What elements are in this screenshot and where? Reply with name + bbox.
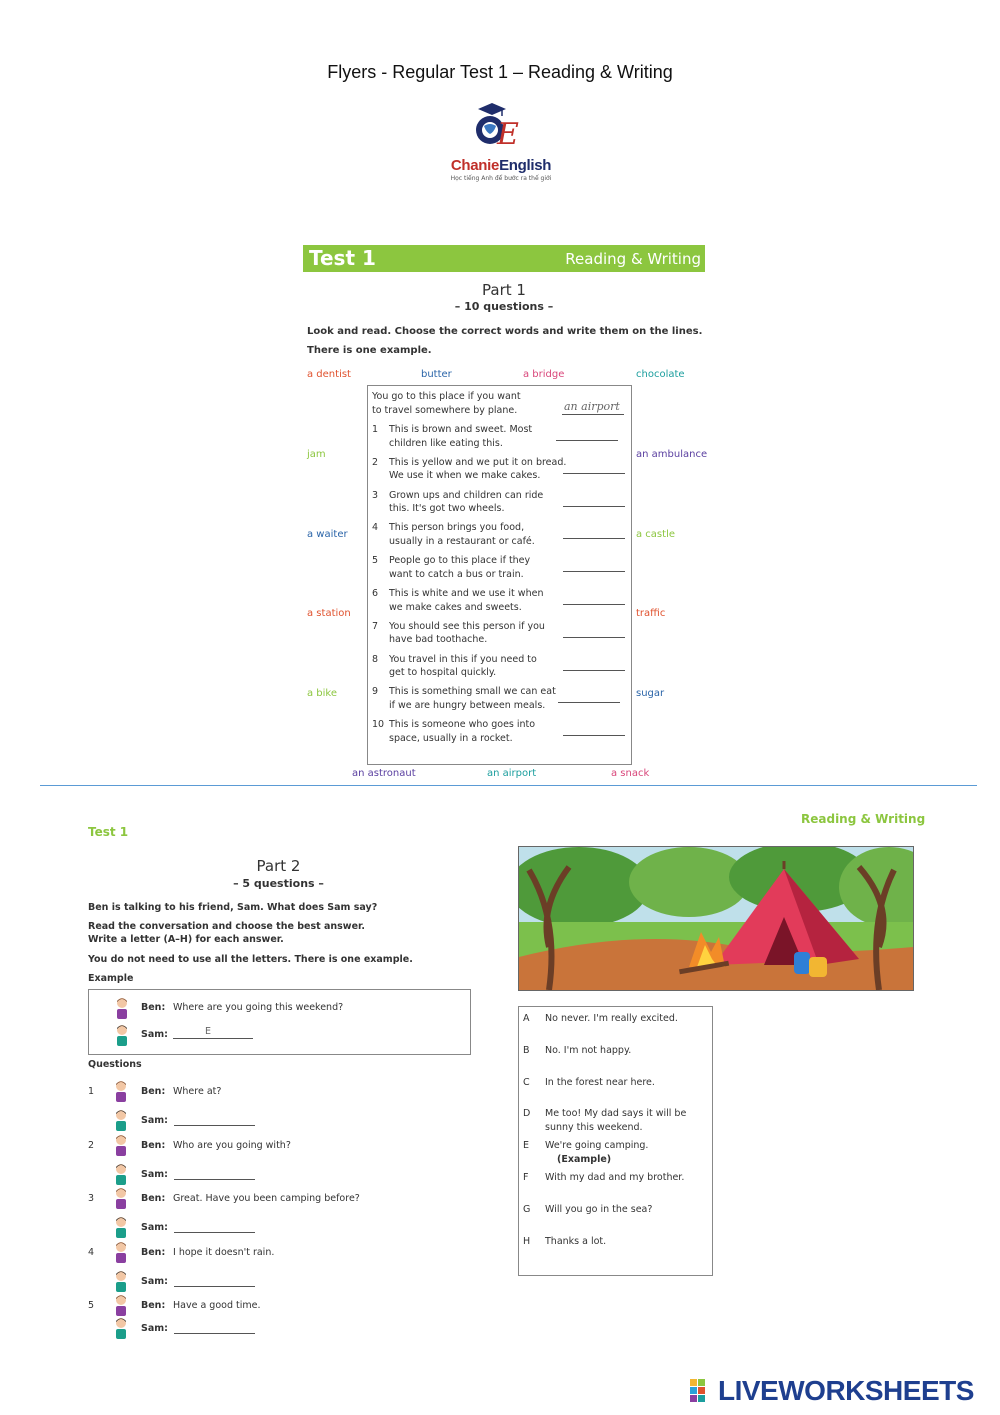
question-text-line: This is brown and sweet. Most xyxy=(389,424,533,435)
banner-test-label: Test 1 xyxy=(309,246,376,270)
question-number: 4 xyxy=(88,1246,95,1258)
answer-line[interactable] xyxy=(563,670,625,671)
answer-line[interactable] xyxy=(563,538,625,539)
question-text-line: Grown ups and children can ride xyxy=(389,489,544,501)
option-text xyxy=(545,1171,705,1185)
question-text-line: This is yellow and we put it on bread. xyxy=(389,456,567,468)
camping-scene-illustration xyxy=(518,846,914,991)
sam-label: Sam: xyxy=(141,1323,168,1335)
answer-option xyxy=(523,1012,708,1040)
word-bank-item: chocolate xyxy=(636,369,685,380)
question-text-line: This is someone who goes into xyxy=(389,719,536,731)
question-number: 9 xyxy=(372,686,379,698)
part2-options-box xyxy=(518,1006,713,1276)
question-text-line: this. It's got two wheels. xyxy=(389,503,505,515)
ben-label: Ben: xyxy=(141,1300,166,1312)
question-text-line: we make cakes and sweets. xyxy=(389,601,522,613)
ben-text: Great. Have you been camping before? xyxy=(173,1193,360,1205)
answer-line[interactable] xyxy=(174,1333,255,1334)
question-text-line: usually in a restaurant or café. xyxy=(389,535,535,547)
part2-example-box xyxy=(88,989,471,1055)
question-item xyxy=(372,653,627,681)
question-text xyxy=(389,685,569,712)
word-bank-item: a bridge xyxy=(523,369,565,380)
question-text-line: We use it when we make cakes. xyxy=(389,470,541,482)
part1-instruction: Look and read. Choose the correct words and write them on the lines. xyxy=(307,326,703,337)
part2-instruction-3: Write a letter (A–H) for each answer. xyxy=(88,934,284,945)
word-bank-item: a dentist xyxy=(307,369,351,380)
ben-text: Have a good time. xyxy=(173,1300,261,1312)
answer-line[interactable] xyxy=(174,1286,255,1287)
ben-text: I hope it doesn't rain. xyxy=(173,1246,275,1258)
example-ben-text: Where are you going this weekend? xyxy=(173,1002,344,1013)
question-number: 2 xyxy=(88,1139,95,1151)
logo-wordmark: ChanieEnglish xyxy=(450,157,552,174)
questions-label: Questions xyxy=(88,1059,142,1070)
ben-label: Ben: xyxy=(141,1246,166,1258)
option-text xyxy=(545,1203,705,1217)
question-item xyxy=(372,685,627,713)
answer-line[interactable] xyxy=(563,604,625,605)
ben-text: Who are you going with? xyxy=(173,1139,291,1151)
answer-line[interactable] xyxy=(558,702,620,703)
question-number: 1 xyxy=(372,424,379,435)
option-text xyxy=(545,1012,705,1026)
sam-label: Sam: xyxy=(141,1222,168,1234)
part2-section-label: Reading & Writing xyxy=(801,812,926,826)
ben-avatar-icon xyxy=(114,1294,128,1316)
answer-line[interactable] xyxy=(174,1179,255,1180)
option-text xyxy=(545,1044,705,1058)
example-label: Example xyxy=(88,973,134,984)
ben-avatar-icon xyxy=(114,1187,128,1209)
option-letter: H xyxy=(523,1235,531,1247)
word-bank-item: jam xyxy=(307,449,326,460)
example-tag: (Example) xyxy=(557,1154,612,1166)
part2-instruction-2: Read the conversation and choose the best answer. xyxy=(88,921,365,932)
option-text-line: Will you go in the sea? xyxy=(545,1203,653,1215)
ben-avatar-icon xyxy=(114,1241,128,1263)
question-item xyxy=(372,456,627,484)
liveworksheets-wordmark: LIVEWORKSHEETS xyxy=(718,1375,974,1406)
answer-line[interactable] xyxy=(563,637,625,638)
question-text-line: space, usually in a rocket. xyxy=(389,732,513,744)
question-item xyxy=(372,718,627,746)
question-text-line: want to catch a bus or train. xyxy=(389,568,524,580)
question-text-line: People go to this place if they xyxy=(389,555,531,567)
question-text-line: get to hospital quickly. xyxy=(389,667,497,679)
part1-subtitle: – 10 questions – xyxy=(454,300,554,313)
sam-avatar-icon xyxy=(114,1109,128,1131)
example-ben-label: Ben: xyxy=(141,1002,166,1013)
answer-option xyxy=(523,1044,708,1072)
question-text xyxy=(389,718,569,745)
question-number: 5 xyxy=(372,555,379,567)
question-item xyxy=(372,554,627,582)
option-letter: D xyxy=(523,1108,531,1120)
answer-line[interactable] xyxy=(174,1125,255,1126)
question-number: 7 xyxy=(372,620,379,632)
ben-avatar-icon xyxy=(115,997,129,1019)
option-text-line: No. I'm not happy. xyxy=(545,1044,632,1056)
word-bank-item: sugar xyxy=(636,688,665,699)
option-text xyxy=(545,1076,705,1090)
ben-label: Ben: xyxy=(141,1086,166,1097)
answer-line[interactable] xyxy=(563,571,625,572)
part1-question-box xyxy=(367,385,632,765)
option-letter: A xyxy=(523,1013,530,1024)
option-text xyxy=(545,1235,705,1249)
liveworksheets-icon xyxy=(690,1379,714,1403)
test-banner xyxy=(303,245,705,272)
question-text-line: This is white and we use it when xyxy=(389,588,544,599)
document-title: Flyers - Regular Test 1 – Reading & Writing xyxy=(327,62,673,82)
word-bank-item: an astronaut xyxy=(352,768,416,779)
sam-avatar-icon xyxy=(114,1317,128,1339)
example-answer-line xyxy=(173,1038,253,1039)
option-text-line: Thanks a lot. xyxy=(545,1235,607,1247)
banner-section-label: Reading & Writing xyxy=(565,250,701,268)
ben-label: Ben: xyxy=(141,1139,166,1151)
question-number: 6 xyxy=(372,588,379,599)
sam-label: Sam: xyxy=(141,1168,168,1180)
svg-text:E: E xyxy=(497,117,519,152)
question-number: 1 xyxy=(88,1086,95,1097)
word-bank-item: a station xyxy=(307,608,351,619)
word-bank-item: a waiter xyxy=(307,529,348,540)
sam-avatar-icon xyxy=(115,1024,129,1046)
ben-text: Where at? xyxy=(173,1086,222,1097)
question-text-line: This person brings you food, xyxy=(389,522,525,534)
option-letter: C xyxy=(523,1076,530,1088)
question-number: 4 xyxy=(372,522,379,534)
question-text xyxy=(389,423,569,450)
option-text xyxy=(545,1107,705,1135)
answer-line[interactable] xyxy=(563,506,625,507)
question-text-line: if we are hungry between meals. xyxy=(389,699,546,711)
word-bank-item: a snack xyxy=(611,768,650,779)
option-letter: G xyxy=(523,1203,531,1215)
option-text-line: With my dad and my brother. xyxy=(545,1172,685,1183)
answer-option xyxy=(523,1076,708,1104)
sam-avatar-icon xyxy=(114,1163,128,1185)
question-number: 8 xyxy=(372,653,379,665)
question-item xyxy=(372,587,627,615)
question-text xyxy=(389,456,569,483)
answer-option xyxy=(523,1171,708,1199)
option-letter: B xyxy=(523,1044,530,1056)
question-text-line: This is something small we can eat xyxy=(389,686,556,698)
sam-avatar-icon xyxy=(114,1216,128,1238)
option-text-line: We're going camping. xyxy=(545,1140,649,1152)
sam-label: Sam: xyxy=(141,1115,168,1126)
question-number: 10 xyxy=(372,719,385,731)
word-bank-item: an airport xyxy=(487,768,537,779)
option-letter: F xyxy=(523,1172,529,1183)
answer-line[interactable] xyxy=(556,440,618,441)
answer-option xyxy=(523,1139,708,1167)
ben-avatar-icon xyxy=(114,1080,128,1102)
example-answer: an airport xyxy=(564,400,620,413)
question-number: 3 xyxy=(88,1193,95,1205)
option-text-line: Me too! My dad says it will be xyxy=(545,1108,687,1120)
question-text-line: children like eating this. xyxy=(389,437,503,449)
part2-instruction-4: You do not need to use all the letters. There is one example. xyxy=(88,954,413,965)
part2-instruction-1: Ben is talking to his friend, Sam. What does Sam say? xyxy=(88,902,378,913)
part2-test-label: Test 1 xyxy=(88,825,129,839)
question-item xyxy=(372,489,627,517)
chanie-english-logo xyxy=(440,100,565,160)
example-answer-line xyxy=(562,414,624,415)
word-bank-item: an ambulance xyxy=(636,449,708,460)
option-text xyxy=(545,1139,705,1167)
example-question: You go to this place if you want to travel somewhere by plane. xyxy=(372,391,521,416)
answer-line[interactable] xyxy=(563,473,625,474)
ben-avatar-icon xyxy=(114,1134,128,1156)
question-text xyxy=(389,521,569,548)
option-letter: E xyxy=(523,1140,530,1152)
part1-instruction-example: There is one example. xyxy=(307,345,432,356)
question-item xyxy=(372,521,627,549)
word-bank-item: a bike xyxy=(307,688,338,699)
question-text xyxy=(389,653,569,680)
question-text-line: You should see this person if you xyxy=(389,620,545,632)
answer-line[interactable] xyxy=(563,735,625,736)
question-number: 2 xyxy=(372,456,379,468)
question-text xyxy=(389,620,569,647)
sam-label: Sam: xyxy=(141,1275,168,1287)
answer-line[interactable] xyxy=(174,1232,255,1233)
question-text xyxy=(389,489,569,516)
answer-option xyxy=(523,1203,708,1231)
answer-option xyxy=(523,1235,708,1263)
part2-title: Part 2 xyxy=(256,857,301,875)
part1-title: Part 1 xyxy=(482,281,526,299)
example-sam-answer: E xyxy=(205,1026,212,1037)
logo-tagline: Học tiếng Anh để bước ra thế giới xyxy=(450,175,552,182)
question-text xyxy=(389,587,569,614)
word-bank-item: a castle xyxy=(636,529,675,540)
question-text-line: You travel in this if you need to xyxy=(389,653,537,665)
question-item xyxy=(372,620,627,648)
ben-label: Ben: xyxy=(141,1193,166,1205)
option-text-line: sunny this weekend. xyxy=(545,1122,643,1134)
part2-subtitle: – 5 questions – xyxy=(233,877,324,890)
question-text xyxy=(389,554,569,581)
word-bank-item: butter xyxy=(421,369,452,380)
question-number: 5 xyxy=(88,1300,95,1312)
question-text-line: have bad toothache. xyxy=(389,634,488,646)
question-number: 3 xyxy=(372,489,379,501)
page-divider xyxy=(40,785,977,786)
word-bank-item: traffic xyxy=(636,608,666,619)
answer-option xyxy=(523,1107,708,1135)
question-item xyxy=(372,423,627,451)
option-text-line: In the forest near here. xyxy=(545,1076,655,1088)
sam-avatar-icon xyxy=(114,1270,128,1292)
example-sam-label: Sam: xyxy=(141,1029,168,1040)
option-text-line: No never. I'm really excited. xyxy=(545,1013,678,1024)
